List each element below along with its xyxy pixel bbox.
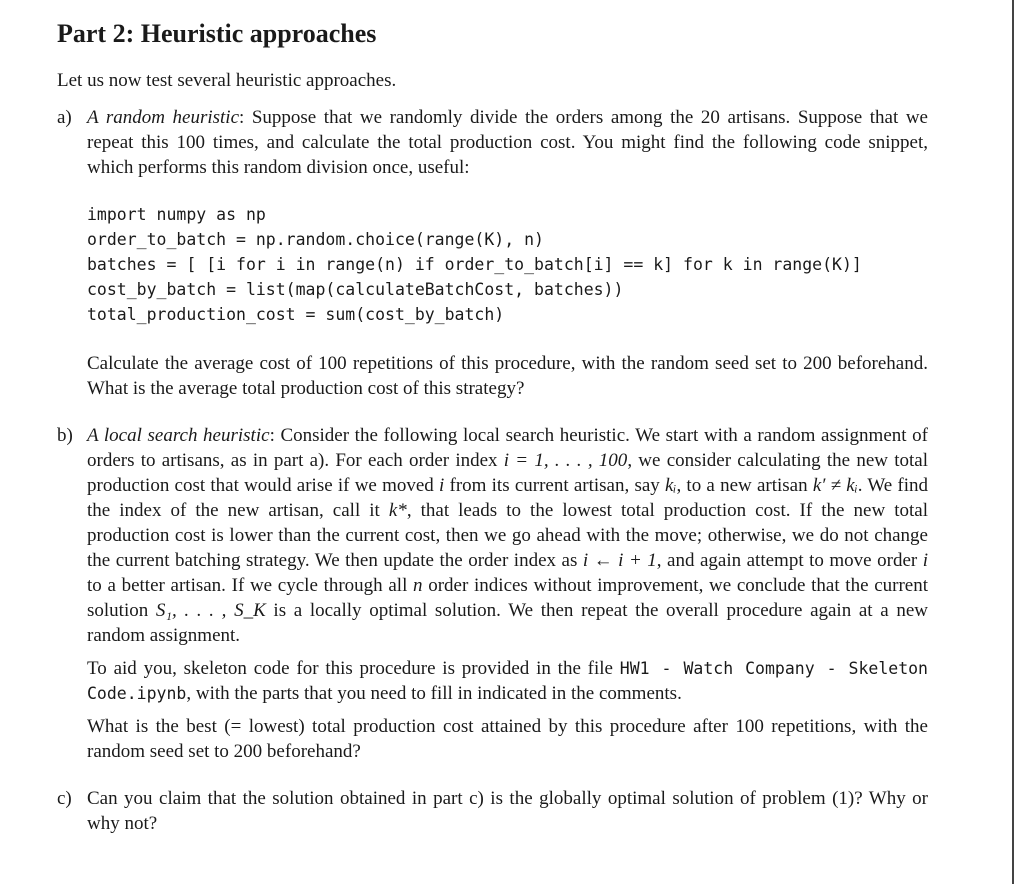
math-expression: i xyxy=(922,550,928,571)
text-run: is a locally optimal solution. We then repeat the overall procedure again at a new random assignment. xyxy=(87,600,928,646)
code-line: import numpy as np xyxy=(87,205,266,224)
text-run: from its current artisan, say xyxy=(444,475,665,496)
question-a-heading: A random heuristic xyxy=(87,107,239,128)
math-expression: i xyxy=(439,475,445,496)
text-run: : Consider the following local search heuristic. We start with a random assignment of orders to artisans, as in part a). For each order index xyxy=(87,425,928,471)
question-b-paragraph-2 xyxy=(87,656,928,706)
code-line: total_production_cost = sum(cost_by_batch) xyxy=(87,305,505,324)
text-run: , and again attempt to move order xyxy=(656,550,923,571)
question-a-text1: : Suppose that we randomly divide the orders among the 20 artisans. Suppose that we repeat this 100 times, and calculate the total production cost. You might find the following code snippet, which performs this random division once, useful: xyxy=(87,107,928,178)
text-run: , with the parts that you need to fill in indicated in the comments. xyxy=(186,683,682,704)
question-a-label: a) xyxy=(57,107,72,128)
text-run: , to a new artisan xyxy=(676,475,813,496)
text-run: to a better artisan. If we cycle through all xyxy=(87,575,414,596)
question-c-text: Can you claim that the solution obtained in part c) is the globally optimal solution of problem (1)? Why or why not? xyxy=(87,788,928,834)
question-b-body xyxy=(87,423,928,772)
skeleton-file-name: HW1 - Watch Company - Skeleton Code.ipynb xyxy=(87,659,928,703)
text-run: To aid you, skeleton code for this procedure is provided in the file xyxy=(87,658,620,679)
question-a-paragraph xyxy=(87,105,928,180)
math-expression: i ← i + 1 xyxy=(582,550,657,571)
question-b-label: b) xyxy=(57,425,73,446)
math-expression: i = 1, . . . , 100 xyxy=(503,450,628,471)
page-edge-border xyxy=(1012,0,1014,884)
question-b-heading: A local search heuristic xyxy=(87,425,270,446)
question-c-body xyxy=(87,786,928,844)
text-run: order indices without improvement, we conclude that the current solution xyxy=(87,575,928,621)
math-expression: k* xyxy=(388,500,407,521)
math-expression: S₁, . . . , S_K xyxy=(155,600,266,621)
question-c-label: c) xyxy=(57,788,72,809)
code-line: cost_by_batch = list(map(calculateBatchCost, batches)) xyxy=(87,280,624,299)
question-a-body xyxy=(87,105,928,409)
question-a xyxy=(57,105,928,409)
math-expression: kᵢ xyxy=(665,475,677,496)
math-expression: n xyxy=(413,575,423,596)
question-a-text2: Calculate the average cost of 100 repetitions of this procedure, with the random seed set to 200 beforehand. What is the average total production cost of this strategy? xyxy=(87,353,928,399)
code-snippet xyxy=(87,202,928,327)
question-b-paragraph-1 xyxy=(87,423,928,648)
math-expression: k′ ≠ kᵢ xyxy=(812,475,858,496)
text-run: , we consider calculating the new total production cost that would arise if we moved xyxy=(87,450,928,496)
section-title: Part 2: Heuristic approaches xyxy=(57,19,377,48)
text-run: , that leads to the lowest total production cost. If the new total production cost is lower than the current cost, then we go ahead with the move; otherwise, we do not change the current batching strategy. We then update the order index as xyxy=(87,500,928,571)
code-line: batches = [ [i for i in range(n) if order_to_batch[i] == k] for k in range(K)] xyxy=(87,255,862,274)
question-b xyxy=(57,423,928,772)
intro-text: Let us now test several heuristic approaches. xyxy=(57,70,397,91)
question-c xyxy=(57,786,928,844)
question-b-paragraph-3: What is the best (= lowest) total production cost attained by this procedure after 100 repetitions, with the random seed set to 200 beforehand? xyxy=(87,716,928,762)
text-run: . We find the index of the new artisan, call it xyxy=(87,475,929,521)
code-line: order_to_batch = np.random.choice(range(K), n) xyxy=(87,230,544,249)
